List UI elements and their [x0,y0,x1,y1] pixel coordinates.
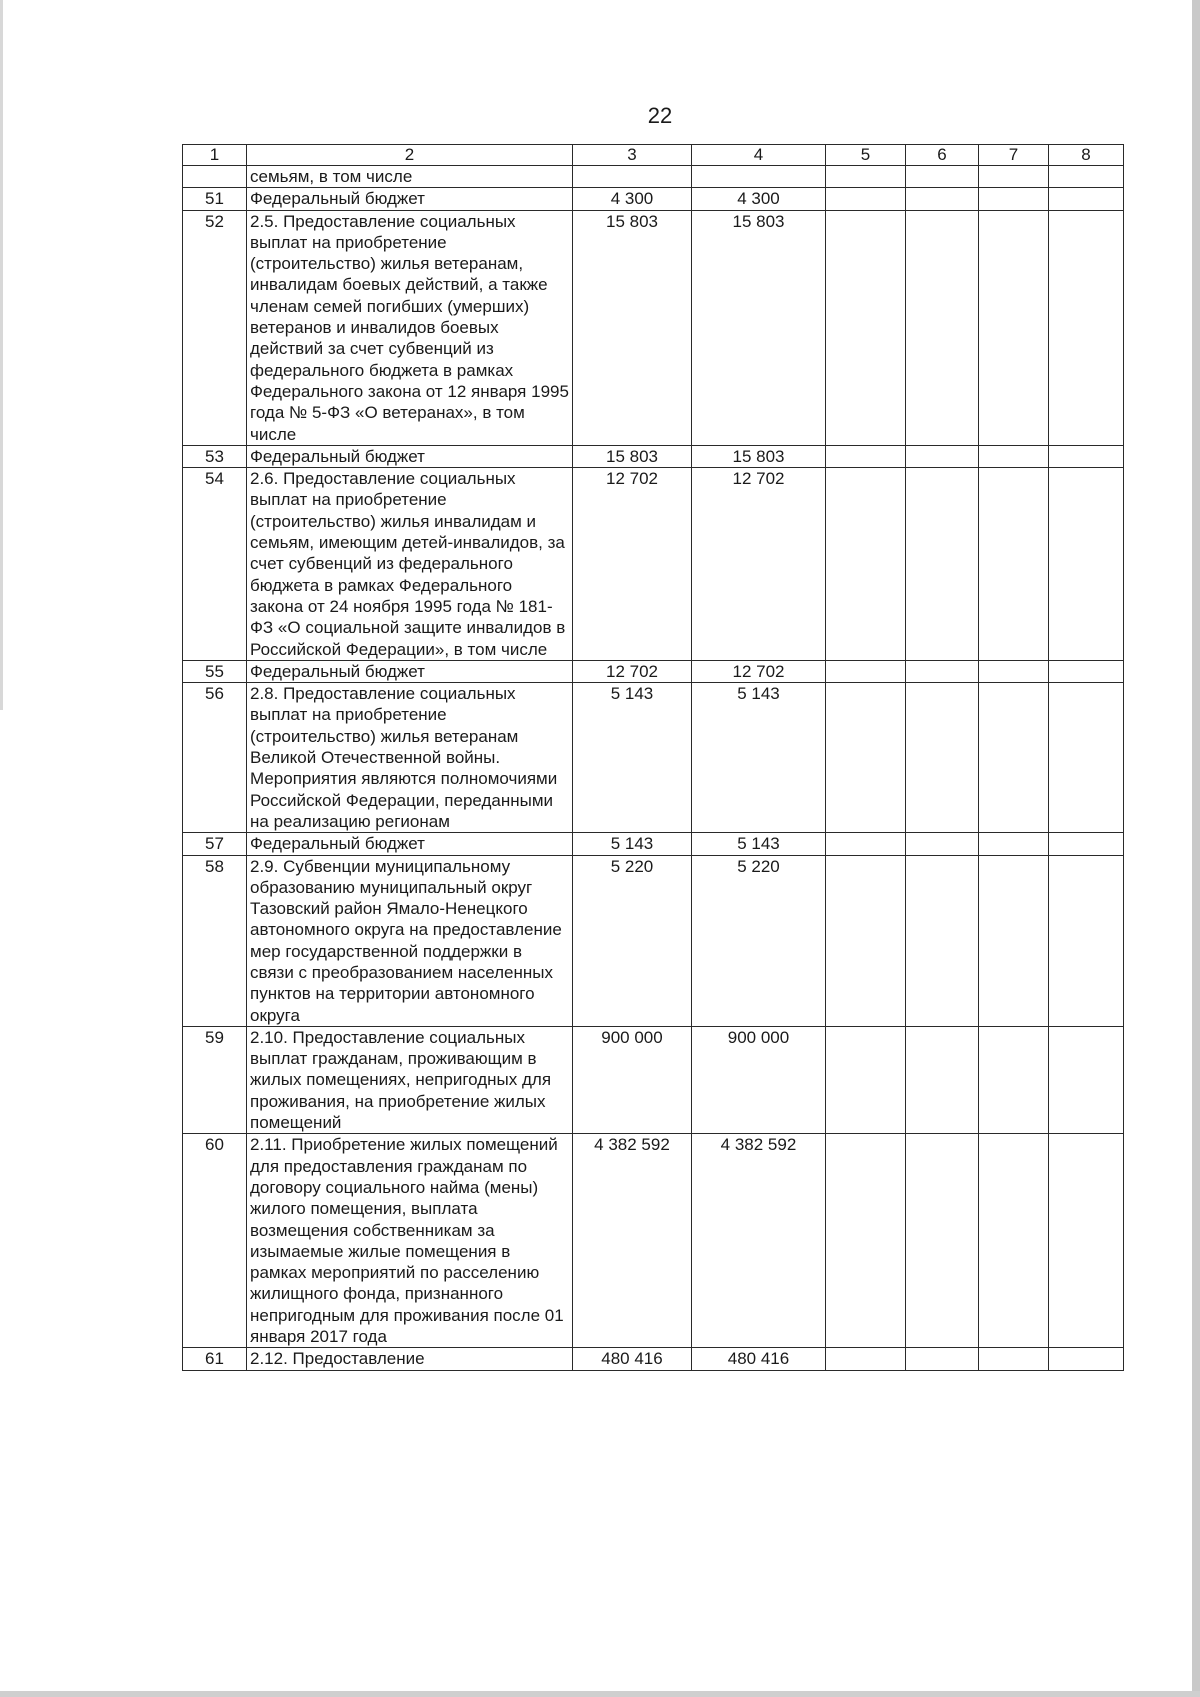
header-cell: 7 [979,145,1049,166]
col4-value-cell: 4 300 [692,188,826,210]
col6-value-cell [906,1134,979,1348]
row-number-cell: 52 [183,210,247,445]
col4-value-cell [692,166,826,188]
col6-value-cell [906,855,979,1026]
col3-value-cell: 15 803 [573,445,692,467]
col6-value-cell [906,166,979,188]
table-row [183,188,1124,210]
header-cell: 5 [826,145,906,166]
col7-value-cell [979,468,1049,661]
col7-value-cell [979,166,1049,188]
description-cell: Федеральный бюджет [247,445,573,467]
description-cell: Федеральный бюджет [247,188,573,210]
row-number-cell [183,166,247,188]
col8-value-cell [1049,660,1124,682]
col5-value-cell [826,855,906,1026]
col3-value-cell: 15 803 [573,210,692,445]
table-header-row [183,145,1124,166]
col6-value-cell [906,1348,979,1370]
table-row [183,445,1124,467]
table-row [183,1348,1124,1370]
col8-value-cell [1049,1026,1124,1133]
row-number-cell: 53 [183,445,247,467]
col8-value-cell [1049,1134,1124,1348]
col4-value-cell: 5 143 [692,683,826,833]
description-cell: 2.6. Предоставление социальных выплат на приобретение (строительство) жилья инвалидам и семьям, имеющим детей-инвалидов, за счет субвенций из федерального бюджета в рамках Федерального закона от 24 ноября 1995 года № 181-ФЗ «О социальной защите инвалидов в Российской Федерации», в том числе [247,468,573,661]
col7-value-cell [979,1026,1049,1133]
col5-value-cell [826,1348,906,1370]
budget-table [182,144,1124,1371]
col7-value-cell [979,855,1049,1026]
col3-value-cell: 4 382 592 [573,1134,692,1348]
col4-value-cell: 4 382 592 [692,1134,826,1348]
description-cell: Федеральный бюджет [247,833,573,855]
col3-value-cell: 12 702 [573,468,692,661]
table-row [183,683,1124,833]
col7-value-cell [979,833,1049,855]
col3-value-cell: 480 416 [573,1348,692,1370]
col5-value-cell [826,833,906,855]
scan-edge-right [1192,0,1200,1697]
col5-value-cell [826,683,906,833]
table-row [183,1026,1124,1133]
col8-value-cell [1049,683,1124,833]
col6-value-cell [906,683,979,833]
table-row [183,833,1124,855]
col5-value-cell [826,1134,906,1348]
col8-value-cell [1049,188,1124,210]
header-cell: 6 [906,145,979,166]
description-cell: 2.12. Предоставление [247,1348,573,1370]
col7-value-cell [979,660,1049,682]
table-row [183,166,1124,188]
col7-value-cell [979,210,1049,445]
description-cell: 2.11. Приобретение жилых помещений для предоставления гражданам по договору социального найма (мены) жилого помещения, выплата возмещения собственникам за изымаемые жилые помещения в рамках мероприятий по расселению жилищного фонда, признанного непригодным для проживания после 01 января 2017 года [247,1134,573,1348]
col3-value-cell: 5 220 [573,855,692,1026]
table-row [183,660,1124,682]
description-cell: Федеральный бюджет [247,660,573,682]
col6-value-cell [906,188,979,210]
col7-value-cell [979,683,1049,833]
table-row [183,468,1124,661]
col7-value-cell [979,1134,1049,1348]
description-cell: 2.9. Субвенции муниципальному образованию муниципальный округ Тазовский район Ямало-Ненецкого автономного округа на предоставление мер государственной поддержки в связи с преобразованием населенных пунктов на территории автономного округа [247,855,573,1026]
col5-value-cell [826,468,906,661]
col6-value-cell [906,468,979,661]
row-number-cell: 54 [183,468,247,661]
col3-value-cell: 12 702 [573,660,692,682]
col8-value-cell [1049,1348,1124,1370]
page-number: 22 [647,103,673,128]
col8-value-cell [1049,855,1124,1026]
row-number-cell: 59 [183,1026,247,1133]
col4-value-cell: 5 143 [692,833,826,855]
col6-value-cell [906,445,979,467]
col4-value-cell: 480 416 [692,1348,826,1370]
col6-value-cell [906,660,979,682]
col5-value-cell [826,445,906,467]
col3-value-cell [573,166,692,188]
col5-value-cell [826,1026,906,1133]
col6-value-cell [906,833,979,855]
col3-value-cell: 4 300 [573,188,692,210]
col8-value-cell [1049,166,1124,188]
col8-value-cell [1049,445,1124,467]
col7-value-cell [979,445,1049,467]
row-number-cell: 51 [183,188,247,210]
row-number-cell: 60 [183,1134,247,1348]
col3-value-cell: 900 000 [573,1026,692,1133]
row-number-cell: 61 [183,1348,247,1370]
description-cell: 2.8. Предоставление социальных выплат на приобретение (строительство) жилья ветеранам Великой Отечественной войны. Мероприятия являются полномочиями Российской Федерации, переданными на реализацию регионам [247,683,573,833]
col5-value-cell [826,166,906,188]
row-number-cell: 58 [183,855,247,1026]
table-row [183,1134,1124,1348]
col5-value-cell [826,660,906,682]
scan-edge-bottom [0,1691,1200,1697]
col3-value-cell: 5 143 [573,683,692,833]
col7-value-cell [979,1348,1049,1370]
description-cell: 2.10. Предоставление социальных выплат гражданам, проживающим в жилых помещениях, непригодных для проживания, на приобретение жилых помещений [247,1026,573,1133]
col6-value-cell [906,1026,979,1133]
header-cell: 3 [573,145,692,166]
table-body [183,166,1124,1371]
col4-value-cell: 15 803 [692,210,826,445]
col4-value-cell: 15 803 [692,445,826,467]
col7-value-cell [979,188,1049,210]
col5-value-cell [826,210,906,445]
col4-value-cell: 5 220 [692,855,826,1026]
col8-value-cell [1049,210,1124,445]
col4-value-cell: 12 702 [692,660,826,682]
col8-value-cell [1049,833,1124,855]
col4-value-cell: 12 702 [692,468,826,661]
col3-value-cell: 5 143 [573,833,692,855]
header-cell: 2 [247,145,573,166]
col6-value-cell [906,210,979,445]
header-cell: 1 [183,145,247,166]
table-row [183,855,1124,1026]
col8-value-cell [1049,468,1124,661]
header-cell: 8 [1049,145,1124,166]
row-number-cell: 57 [183,833,247,855]
row-number-cell: 55 [183,660,247,682]
col4-value-cell: 900 000 [692,1026,826,1133]
row-number-cell: 56 [183,683,247,833]
description-cell: 2.5. Предоставление социальных выплат на приобретение (строительство) жилья ветеранам, инвалидам боевых действий, а также членам семей погибших (умерших) ветеранов и инвалидов боевых действий за счет субвенций из федерального бюджета в рамках Федерального закона от 12 января 1995 года № 5-ФЗ «О ветеранах», в том числе [247,210,573,445]
description-cell: семьям, в том числе [247,166,573,188]
table-row [183,210,1124,445]
header-cell: 4 [692,145,826,166]
col5-value-cell [826,188,906,210]
